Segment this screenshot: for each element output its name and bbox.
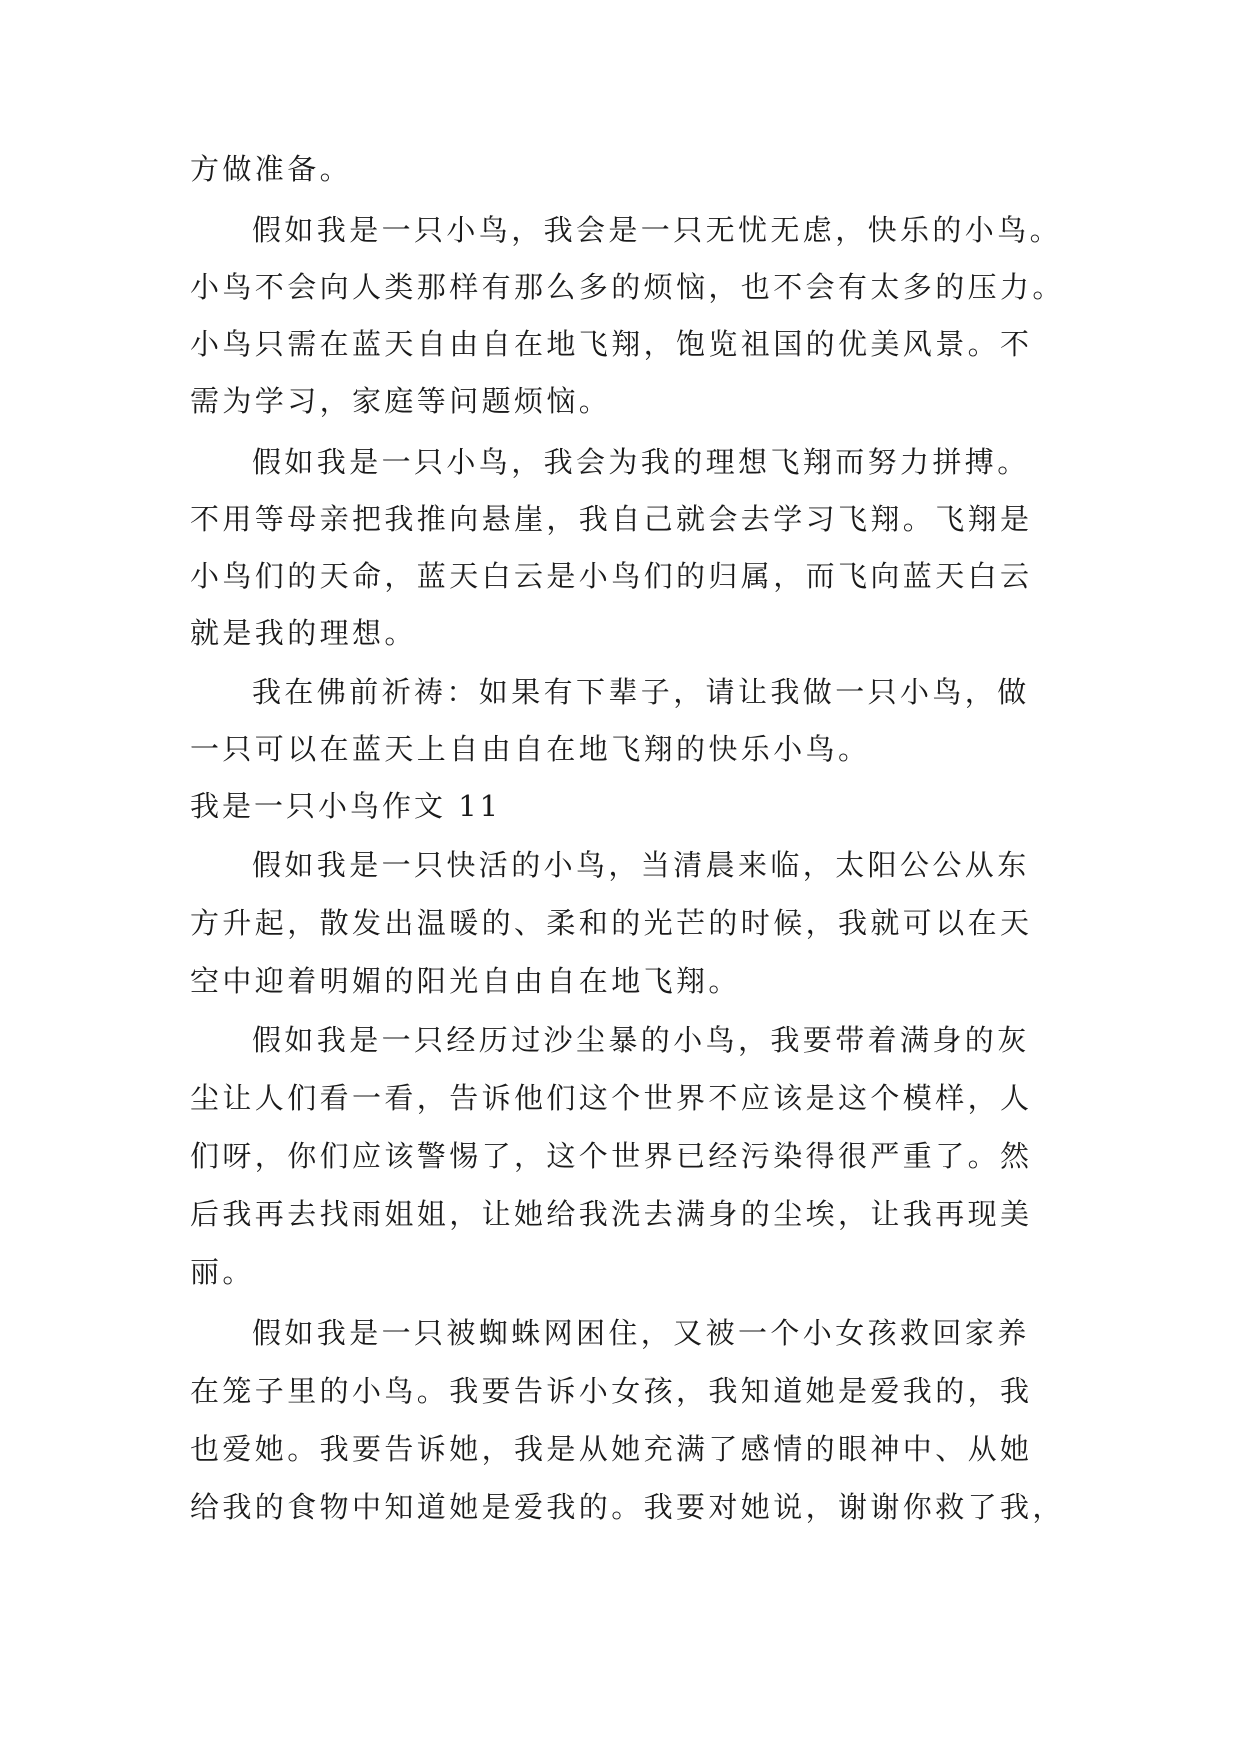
paragraph-line: 方升起，散发出温暖的、柔和的光芒的时候，我就可以在天 — [190, 906, 1033, 940]
paragraph-line: 方做准备。 — [190, 152, 353, 186]
paragraph-line: 尘让人们看一看，告诉他们这个世界不应该是这个模样，人 — [190, 1081, 1033, 1115]
paragraph-line: 空中迎着明媚的阳光自由自在地飞翔。 — [190, 964, 741, 998]
paragraph-line: 小鸟们的天命，蓝天白云是小鸟们的归属，而飞向蓝天白云 — [190, 559, 1033, 593]
paragraph-line: 假如我是一只经历过沙尘暴的小鸟，我要带着满身的灰 — [252, 1023, 1030, 1057]
paragraph-line: 假如我是一只小鸟，我会为我的理想飞翔而努力拼搏。 — [252, 445, 1030, 479]
paragraph-line: 需为学习，家庭等问题烦恼。 — [190, 384, 612, 418]
paragraph-line: 丽。 — [190, 1255, 255, 1289]
paragraph-line: 一只可以在蓝天上自由自在地飞翔的快乐小鸟。 — [190, 732, 871, 766]
paragraph-line: 给我的食物中知道她是爱我的。我要对她说，谢谢你救了我， — [190, 1490, 1065, 1524]
paragraph-line: 不用等母亲把我推向悬崖，我自己就会去学习飞翔。飞翔是 — [190, 502, 1033, 536]
paragraph-line: 假如我是一只被蜘蛛网困住，又被一个小女孩救回家养 — [252, 1316, 1030, 1350]
paragraph-line: 们呀，你们应该警惕了，这个世界已经污染得很严重了。然 — [190, 1139, 1033, 1173]
paragraph-line: 也爱她。我要告诉她，我是从她充满了感情的眼神中、从她 — [190, 1432, 1033, 1466]
paragraph-line: 就是我的理想。 — [190, 616, 417, 650]
section-heading: 我是一只小鸟作文 11 — [190, 789, 502, 823]
paragraph-line: 小鸟不会向人类那样有那么多的烦恼，也不会有太多的压力。 — [190, 270, 1065, 304]
paragraph-line: 小鸟只需在蓝天自由自在地飞翔，饱览祖国的优美风景。不 — [190, 327, 1033, 361]
paragraph-line: 在笼子里的小鸟。我要告诉小女孩，我知道她是爱我的，我 — [190, 1374, 1033, 1408]
paragraph-line: 后我再去找雨姐姐，让她给我洗去满身的尘埃，让我再现美 — [190, 1197, 1033, 1231]
paragraph-line: 我在佛前祈祷：如果有下辈子，请让我做一只小鸟，做 — [252, 675, 1030, 709]
paragraph-line: 假如我是一只小鸟，我会是一只无忧无虑，快乐的小鸟。 — [252, 213, 1063, 247]
paragraph-line: 假如我是一只快活的小鸟，当清晨来临，太阳公公从东 — [252, 848, 1030, 882]
